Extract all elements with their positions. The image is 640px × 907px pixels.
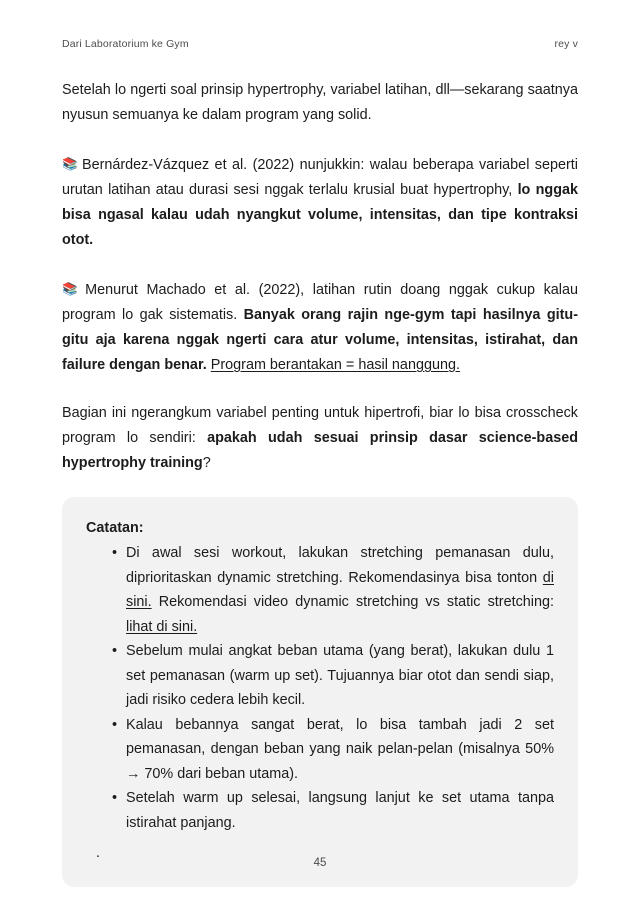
callout-bullet-list xyxy=(86,541,554,835)
paragraph-2 xyxy=(62,151,578,253)
list-item xyxy=(112,639,554,713)
body-content xyxy=(62,78,578,524)
paragraph-2-text-normal: Bernárdez-Vázquez et al. (2022) nunjukkin: walau beberapa variabel seperti urutan latihan atau durasi sesi nggak terlalu krusial buat hypertrophy, xyxy=(62,157,578,198)
paragraph-4 xyxy=(62,401,578,476)
bullet-1-part-2: Rekomendasi video dynamic stretching vs static stretching: xyxy=(151,594,554,610)
paragraph-3-text-normal: Menurut Machado et al. (2022), latihan rutin doang nggak cukup kalau program lo gak sistematis. xyxy=(62,282,578,323)
bullet-1-part-1: Di awal sesi workout, lakukan stretching pemanasan dulu, diprioritaskan dynamic stretching. Rekomendasinya bisa tonton xyxy=(126,545,554,586)
catatan-callout-box xyxy=(62,497,578,887)
list-item xyxy=(112,786,554,835)
paragraph-2-text-bold: lo nggak bisa ngasal kalau udah nyangkut volume, intensitas, dan tipe kontraksi otot. xyxy=(62,182,578,248)
paragraph-4-text-question-mark: ? xyxy=(202,455,211,471)
paragraph-3-text-underlined: Program berantakan = hasil nanggung. xyxy=(210,357,460,373)
list-item xyxy=(112,713,554,787)
bullet-2-text: Sebelum mulai angkat beban utama (yang berat), lakukan dulu 1 set pemanasan (warm up set). Tujuannya biar otot dan sendi siap, jadi risiko cedera lebih kecil. xyxy=(126,643,554,708)
list-item xyxy=(112,541,554,639)
callout-title: Catatan: xyxy=(86,520,144,536)
running-header xyxy=(62,38,578,50)
paragraph-1-text: Setelah lo ngerti soal prinsip hypertrophy, variabel latihan, dll—sekarang saatnya nyusun semuanya ke dalam program yang solid. xyxy=(62,82,578,123)
paragraph-1 xyxy=(62,78,578,128)
books-icon: 📚 xyxy=(62,281,83,296)
books-icon: 📚 xyxy=(62,156,79,171)
page-number: 45 xyxy=(313,857,327,869)
paragraph-3 xyxy=(62,276,578,378)
bullet-4-text: Setelah warm up selesai, langsung lanjut ke set utama tanpa istirahat panjang. xyxy=(126,790,554,831)
bullet-1-link-2[interactable]: lihat di sini. xyxy=(126,618,198,635)
paragraph-3-text-bold: Banyak orang rajin nge-gym tapi hasilnya gitu-gitu aja karena nggak ngerti cara atur volume, intensitas, istirahat, dan failure dengan benar. xyxy=(62,307,578,373)
header-book-title: Dari Laboratorium ke Gym xyxy=(62,38,189,50)
paragraph-4-text-normal: Bagian ini ngerangkum variabel penting untuk hipertrofi, biar lo bisa crosscheck program lo sendiri: xyxy=(62,405,578,446)
bullet-3-text: Kalau bebannya sangat berat, lo bisa tambah jadi 2 set pemanasan, dengan beban yang naik pelan-pelan (misalnya 50% → 70% dari beban utama). xyxy=(126,716,554,782)
paragraph-4-text-bold: apakah udah sesuai prinsip dasar science-based hypertrophy training xyxy=(62,430,578,471)
callout-trailing-period: . xyxy=(96,845,100,861)
header-author: rey v xyxy=(554,38,578,50)
bullet-1-link-1[interactable]: di sini. xyxy=(126,569,554,610)
